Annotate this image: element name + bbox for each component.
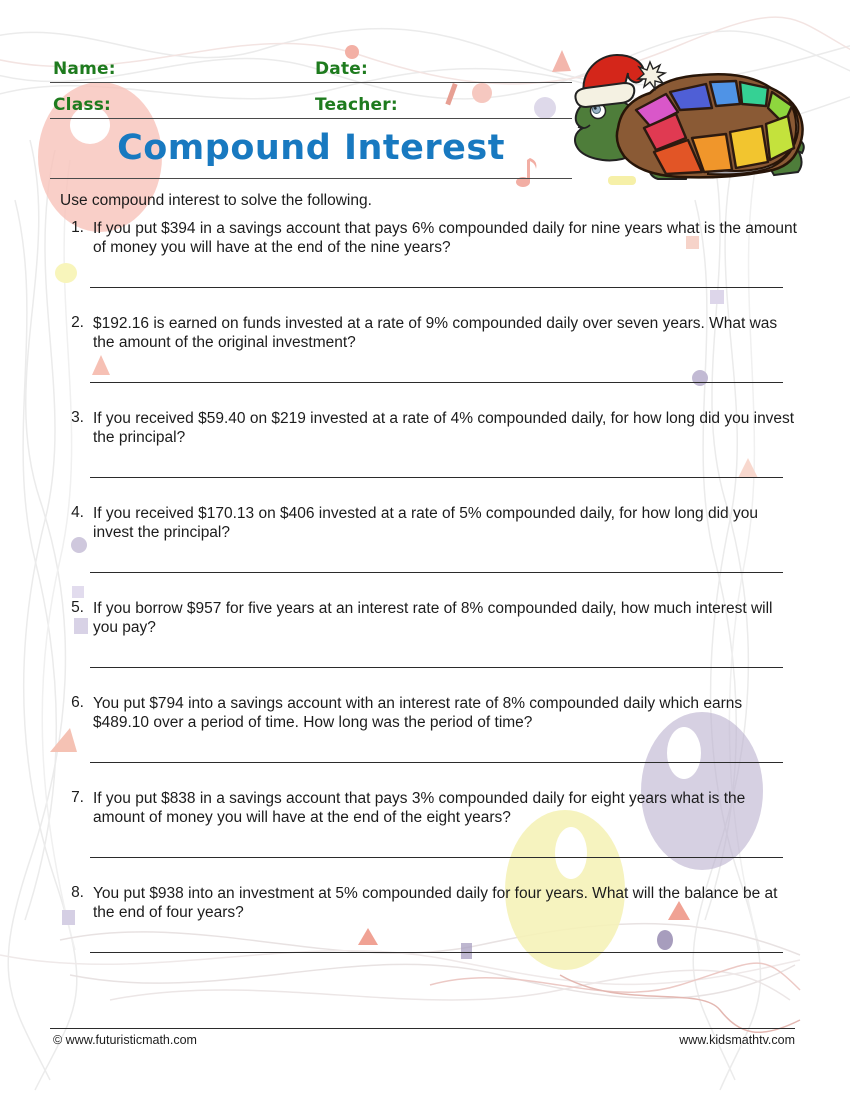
date-label: Date: [315, 59, 369, 79]
question-number: 8. [71, 884, 84, 901]
name-date-field-line[interactable] [50, 82, 572, 83]
answer-line-3[interactable] [90, 477, 783, 478]
title-underline [50, 178, 572, 179]
answer-line-4[interactable] [90, 572, 783, 573]
teacher-label: Teacher: [315, 95, 398, 115]
instruction-text: Use compound interest to solve the following. [60, 192, 372, 209]
answer-line-2[interactable] [90, 382, 783, 383]
question-text: You put $794 into a savings account with an interest rate of 8% compounded daily which earns $489.10 over a period of time. How long was the period of time? [93, 695, 743, 731]
question-number: 4. [71, 504, 84, 521]
question-text: If you put $838 in a savings account that pays 3% compounded daily for eight years what is the amount of money you will have at the end of the eight years? [93, 790, 746, 826]
answer-line-1[interactable] [90, 287, 783, 288]
footer-site-link: www.kidsmathtv.com [679, 1033, 795, 1047]
santa-turtle-illustration [570, 48, 805, 182]
class-label: Class: [53, 95, 112, 115]
question-text: $192.16 is earned on funds invested at a rate of 9% compounded daily over seven years. What was the amount of the original investment? [93, 315, 778, 351]
question-number: 2. [71, 314, 84, 331]
question-text: If you received $59.40 on $219 invested at a rate of 4% compounded daily, for how long did you invest the principal? [93, 410, 795, 446]
class-teacher-field-line[interactable] [50, 118, 572, 119]
answer-line-8[interactable] [90, 952, 783, 953]
answer-line-5[interactable] [90, 667, 783, 668]
answer-line-7[interactable] [90, 857, 783, 858]
footer-divider [50, 1028, 795, 1029]
question-number: 7. [71, 789, 84, 806]
question-number: 1. [71, 219, 84, 236]
question-text: If you put $394 in a savings account that pays 6% compounded daily for nine years what is the amount of money you will have at the end of the nine years? [93, 220, 797, 256]
footer-copyright: © www.futuristicmath.com [53, 1033, 197, 1047]
question-number: 6. [71, 694, 84, 711]
page-title: Compound Interest [117, 128, 505, 168]
answer-line-6[interactable] [90, 762, 783, 763]
question-number: 3. [71, 409, 84, 426]
question-text: If you received $170.13 on $406 invested at a rate of 5% compounded daily, for how long did you invest the principal? [93, 505, 758, 541]
name-label: Name: [53, 59, 116, 79]
question-text: If you borrow $957 for five years at an interest rate of 8% compounded daily, how much interest will you pay? [93, 600, 773, 636]
question-text: You put $938 into an investment at 5% compounded daily for four years. What will the balance be at the end of four years? [93, 885, 778, 921]
question-number: 5. [71, 599, 84, 616]
